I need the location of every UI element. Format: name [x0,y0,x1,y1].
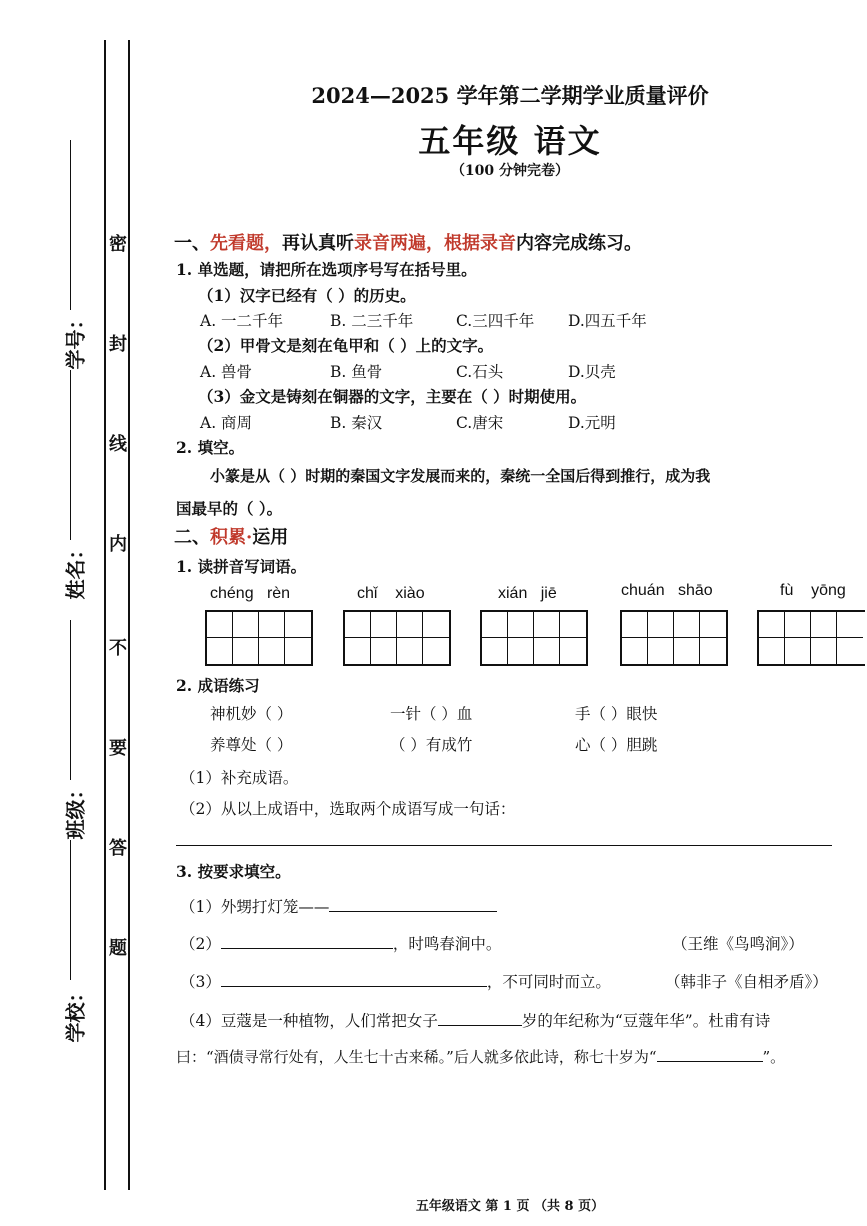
idiom-blank[interactable]: 手（ ）眼快 [575,705,658,723]
seal-char: 线 [109,434,127,455]
idiom-blank[interactable]: 一针（ ）血 [390,705,473,723]
option[interactable]: D.四五千年 [568,312,647,330]
option[interactable]: A. 兽骨 [200,363,253,381]
seal-char: 答 [109,838,127,859]
fill-question-2: （2） ，时鸣春涧中。 [180,935,502,953]
pinyin-word-2: chǐ xiào [357,585,425,602]
fill-question-3: （3） ，不可同时而立。 [180,973,611,991]
exam-subject: 五年级 语文 [418,122,602,160]
source-note: （王维《鸟鸣涧》） [672,935,804,953]
fill-question-title: 3. 按要求填空。 [176,862,291,881]
student-id-label: 学号： [63,309,88,370]
option[interactable]: B. 秦汉 [330,414,383,432]
idiom-subquestion-1: （1）补充成语。 [180,769,299,787]
exam-title: 2024—2025 学年第二学期学业质量评价 [311,83,709,108]
option[interactable]: B. 鱼骨 [330,363,383,381]
binding-line-left [104,40,106,1190]
option[interactable]: C.石头 [456,363,504,381]
binding-line-right [128,40,130,1190]
seal-char: 题 [109,938,127,959]
idiom-subquestion-2: （2）从以上成语中，选取两个成语写成一句话： [180,800,516,818]
fill-question-4-cont: 曰：“酒债寻常行处有，人生七十古来稀。”后人就多依此诗，称七十岁为“ ”。 [176,1048,786,1066]
question-2-line1: 小篆是从（ ）时期的秦国文字发展而来的，秦统一全国后得到推行，成为我 [210,467,711,485]
class-line[interactable] [70,620,71,780]
writing-grid-5[interactable] [757,610,865,666]
pinyin-word-3: xián jiē [498,585,557,602]
writing-grid-3[interactable] [480,610,588,666]
answer-blank[interactable] [221,972,487,987]
source-note: （韩非子《自相矛盾》） [665,973,828,991]
pinyin-word-4: chuán shāo [621,582,713,599]
option[interactable]: A. 商周 [200,414,253,432]
question-1-2: （2）甲骨文是刻在龟甲和（ ）上的文字。 [198,336,494,355]
option[interactable]: D.元明 [568,414,616,432]
question-1-3: （3）金文是铸刻在铜器的文字，主要在（ ）时期使用。 [198,387,587,406]
name-label: 姓名： [63,539,88,600]
section1-heading: 一、先看题，再认真听录音两遍，根据录音内容完成练习。 [174,233,642,254]
name-line[interactable] [70,370,71,540]
page-footer: 五年级语文 第 1 页 （共 8 页） [415,1199,605,1214]
answer-blank[interactable] [657,1047,763,1062]
answer-blank[interactable] [438,1011,522,1026]
writing-grid-2[interactable] [343,610,451,666]
school-line[interactable] [70,840,71,980]
fill-question-4: （4）豆蔻是一种植物，人们常把女子 岁的年纪称为“豆蔻年华”。杜甫有诗 [180,1012,771,1030]
answer-line[interactable] [176,845,832,846]
class-label: 班级： [63,779,88,840]
school-label: 学校： [63,982,88,1043]
question-2-line2: 国最早的（ ）。 [176,499,283,518]
pinyin-word-1: chéng rèn [210,585,291,602]
seal-char: 封 [109,334,127,355]
option[interactable]: A. 一二千年 [200,312,284,330]
answer-blank[interactable] [329,897,497,912]
option[interactable]: B. 二三千年 [330,312,414,330]
answer-blank[interactable] [221,934,393,949]
exam-duration: （100 分钟完卷） [450,163,570,179]
seal-char: 要 [109,738,127,759]
seal-char: 不 [109,638,127,659]
idiom-blank[interactable]: 神机妙（ ） [210,705,293,723]
section2-heading: 二、积累·运用 [174,527,289,548]
pinyin-question-title: 1. 读拼音写词语。 [176,557,307,576]
option[interactable]: C.唐宋 [456,414,504,432]
idiom-blank[interactable]: 养尊处（ ） [210,736,293,754]
pinyin-word-5: fù yōng [780,582,846,599]
writing-grid-1[interactable] [205,610,313,666]
idiom-blank[interactable]: （ ）有成竹 [390,736,473,754]
writing-grid-4[interactable] [620,610,728,666]
idiom-question-title: 2. 成语练习 [176,676,260,695]
question-1-title: 1. 单选题，请把所在选项序号写在括号里。 [176,260,477,279]
seal-char: 内 [109,534,127,555]
seal-char: 密 [109,234,127,255]
option[interactable]: C.三四千年 [456,312,535,330]
question-2-title: 2. 填空。 [176,438,245,457]
option[interactable]: D.贝壳 [568,363,616,381]
idiom-blank[interactable]: 心（ ）胆跳 [575,736,658,754]
fill-question-1: （1）外甥打灯笼—— [180,895,497,917]
question-1-1: （1）汉字已经有（ ）的历史。 [198,286,416,305]
